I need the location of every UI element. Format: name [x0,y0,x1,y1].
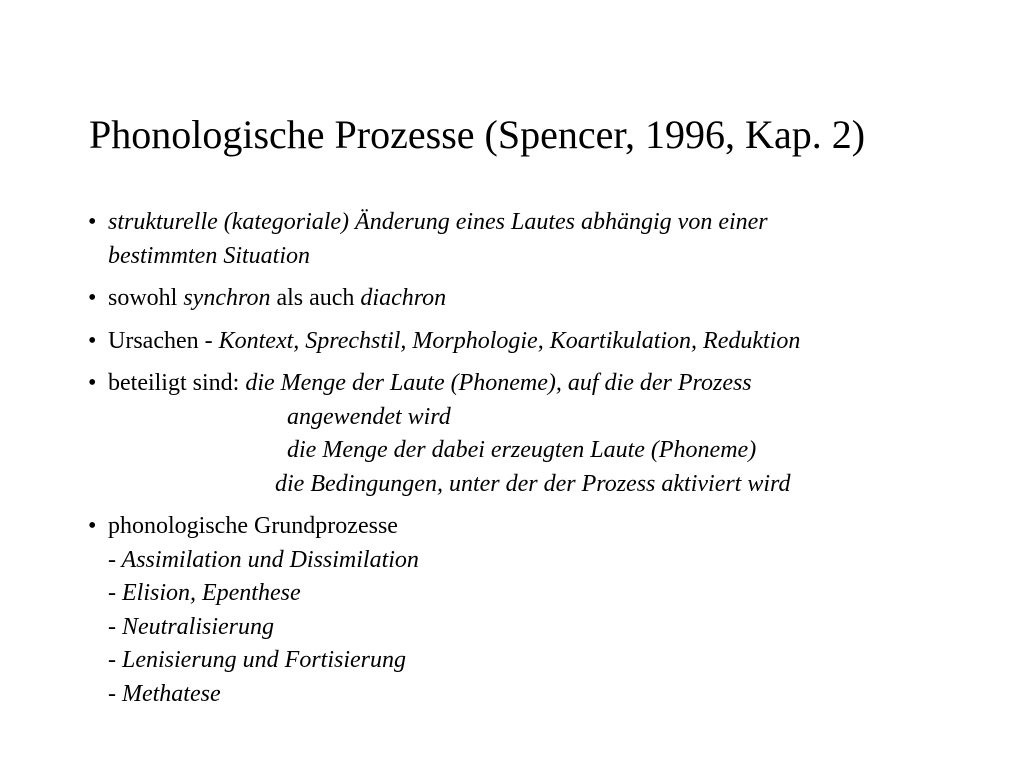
bullet-item-5 [88,510,1018,544]
bullet-icon: • [88,209,97,235]
bullet-item-4-cont-2 [88,434,1018,468]
bullet-item-3-prefix: Ursachen - [108,327,219,354]
bullet-icon: • [88,513,97,539]
bullet-item-4-prefix: beteiligt sind: [108,370,246,396]
subitem-text: - Methatese [108,680,221,707]
bullet-item-1-line1: strukturelle (kategoriale) Änderung eines Lautes abhängig von einer [108,209,768,235]
bullet-item-2-term2: diachron [360,285,447,311]
subitem-text: - Assimilation und Dissimilation [108,546,419,573]
bullet-item-1-line2: bestimmten Situation [108,242,310,269]
bullet-icon: • [88,370,97,396]
bullet-item-4-cont-1 [88,401,1018,435]
subitem-text: - Lenisierung und Fortisierung [108,647,406,673]
bullet-item-2 [88,282,1018,316]
subitem [88,644,1018,678]
subitem [88,544,1018,578]
bullet-icon: • [88,285,97,311]
bullet-item-4-line1: die Menge der Laute (Phoneme), auf die der Prozess [245,370,752,396]
bullet-icon: • [88,327,97,354]
bullet-item-1-cont [88,240,1018,274]
bullet-item-4-cont-3 [88,468,1018,502]
subitem [88,678,1018,712]
bullet-item-4-line3: die Menge der dabei erzeugten Laute (Phoneme) [287,437,757,463]
bullet-item-2-prefix: sowohl [108,285,184,311]
bullet-item-5-heading: phonologische Grundprozesse [108,513,398,539]
bullet-item-3 [88,325,1018,359]
subitem-text: - Neutralisierung [108,613,274,640]
subitem [88,611,1018,645]
bullet-item-4-line4: die Bedingungen, unter der der Prozess aktiviert wird [275,470,791,497]
subitem-text: - Elision, Epenthese [108,580,301,606]
bullet-item-3-text: Kontext, Sprechstil, Morphologie, Koartikulation, Reduktion [218,327,801,354]
bullet-item-4-line2: angewendet wird [287,403,451,430]
bullet-item-2-term1: synchron [183,285,271,311]
bullet-item-1 [88,206,1018,240]
bullet-list [88,206,1018,711]
bullet-item-4 [88,367,1018,401]
bullet-item-2-middle: als auch [270,285,361,311]
subitem [88,577,1018,611]
slide-title: Phonologische Prozesse (Spencer, 1996, Kap. 2) [89,112,866,157]
